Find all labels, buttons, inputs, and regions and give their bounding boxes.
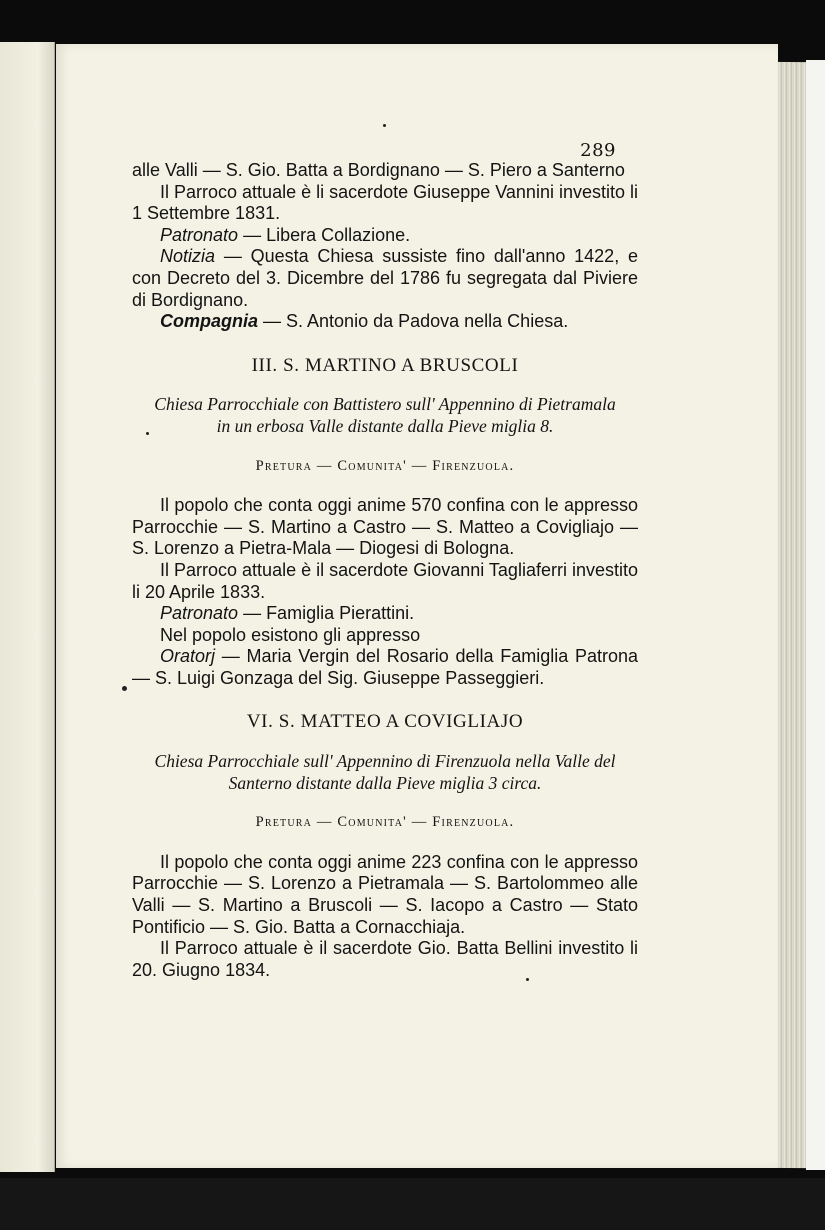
pretura-line: Pretura — Comunita' — Firenzuola. — [255, 814, 515, 831]
entry-text: — Libera Collazione. — [238, 224, 411, 245]
paragraph: Il Parroco attuale è il sacerdote Giovanni Tagliaferri investito li 20 Aprile 1833. — [132, 559, 638, 602]
paragraph: Il Parroco attuale è li sacerdote Giuseppe Vannini investito li 1 Settembre 1831. — [132, 181, 638, 224]
patronato-entry — [132, 225, 638, 247]
book-page — [56, 44, 778, 1168]
entry-text: — Questa Chiesa sussiste fino dall'anno 1422, e con Decreto del 3. Dicembre del 1786 fu segregata dal Piviere di Bordignano. — [132, 246, 638, 310]
section-heading: III. S. MARTINO A BRUSCOLI — [251, 354, 519, 376]
paragraph: Nel popolo esistono gli appresso — [160, 624, 421, 645]
paragraph: Il popolo che conta oggi anime 223 confina con le appresso Parrocchie — S. Lorenzo a Pietramala — S. Bartolommeo alle Valli — S. Martino a Bruscoli — S. Iacopo a Castro — Stato Pontificio — S. Gio. Batta a Cornacchiaja. — [132, 851, 638, 937]
pretura-line: Pretura — Comunita' — Firenzuola. — [255, 457, 515, 474]
entry-label: Patronato — [160, 224, 239, 245]
entry-label: Oratorj — [160, 646, 216, 667]
page-number: 289 — [580, 140, 616, 161]
page-text — [132, 160, 638, 981]
entry-label: Patronato — [160, 603, 239, 624]
facing-page-edge — [0, 42, 55, 1172]
entry-text: — Maria Vergin del Rosario della Famiglia Patrona — S. Luigi Gonzaga del Sig. Giuseppe Passeggieri. — [132, 646, 638, 688]
section-subtitle: Chiesa Parrocchiale sull' Appennino di Firenzuola nella Valle del Santerno distante dalla Pieve miglia 3 circa. — [154, 751, 616, 793]
background-bottom — [0, 1178, 825, 1230]
background-right — [806, 60, 825, 1170]
oratorj-entry — [132, 646, 638, 689]
paragraph: Il popolo che conta oggi anime 570 confina con le appresso Parrocchie — S. Martino a Castro — S. Matteo a Covigliajo — S. Lorenzo a Pietra-Mala — Diogesi di Bologna. — [132, 495, 638, 559]
paragraph: Il Parroco attuale è il sacerdote Gio. Batta Bellini investito li 20. Giugno 1834. — [132, 938, 638, 980]
notizia-entry — [132, 246, 638, 311]
compagnia-entry — [132, 311, 638, 333]
entry-label: Notizia — [160, 246, 216, 267]
entry-text: — S. Antonio da Padova nella Chiesa. — [258, 311, 569, 332]
ink-speck — [526, 978, 529, 981]
ink-speck — [383, 124, 386, 127]
ink-speck — [146, 432, 149, 435]
section-heading: VI. S. MATTEO A COVIGLIAJO — [246, 711, 524, 733]
patronato-entry — [132, 603, 638, 625]
entry-label: Compagnia — [160, 311, 259, 332]
section-subtitle: Chiesa Parrocchiale con Battistero sull' Appennino di Pietramala in un erbosa Valle distante dalla Pieve miglia 8. — [154, 394, 616, 436]
ink-speck — [122, 686, 127, 691]
entry-text: — Famiglia Pierattini. — [238, 603, 415, 624]
paragraph: alle Valli — S. Gio. Batta a Bordignano — S. Piero a Santerno — [132, 160, 625, 180]
